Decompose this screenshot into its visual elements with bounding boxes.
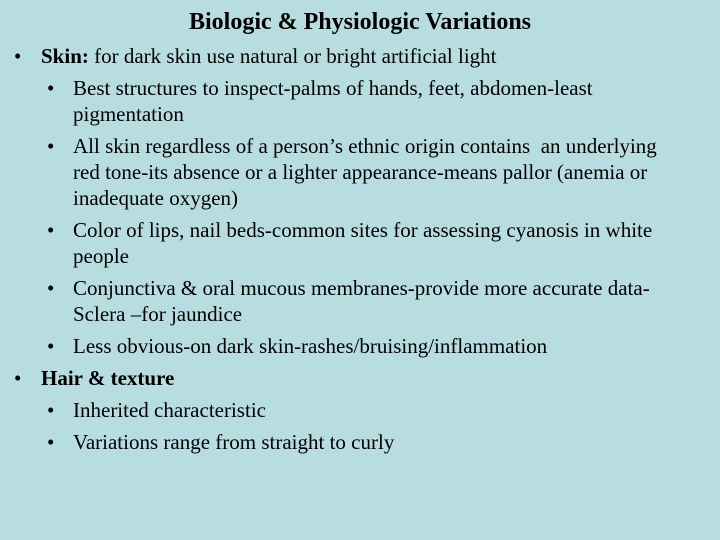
sub-bullet-text: Best structures to inspect-palms of hands, feet, abdomen-least pigmentation: [73, 76, 593, 126]
bullet-dot: •: [47, 398, 55, 422]
bullet-dot: •: [14, 44, 22, 68]
sub-bullet-text: Color of lips, nail beds-common sites for assessing cyanosis in white people: [73, 218, 653, 268]
bullet-skin-text: for dark skin use natural or bright artificial light: [88, 44, 497, 68]
sub-bullet-text: All skin regardless of a person’s ethnic origin contains an underlying red tone-its absence or a lighter appearance-means pallor (anemia or inadequate oxygen): [73, 134, 663, 210]
bullet-hair-heading: Hair & texture: [41, 366, 175, 390]
slide-content: [0, 43, 720, 461]
sub-bullet-text: Variations range from straight to curly: [73, 430, 395, 454]
sub-bullet-text: Conjunctiva & oral mucous membranes-provide more accurate data-Sclera –for jaundice: [73, 276, 650, 326]
sub-bullet: [0, 217, 720, 269]
bullet-dot: •: [47, 134, 55, 158]
bullet-dot: •: [14, 366, 22, 390]
sub-bullet: [0, 133, 720, 211]
slide-title: Biologic & Physiologic Variations: [188, 9, 532, 35]
bullet-hair: [0, 365, 720, 391]
bullet-dot: •: [47, 334, 55, 358]
bullet-dot: •: [47, 430, 55, 454]
sub-bullet: [0, 75, 720, 127]
bullet-dot: •: [47, 276, 55, 300]
sub-bullet: [0, 333, 720, 359]
bullet-dot: •: [47, 218, 55, 242]
sub-bullet: [0, 275, 720, 327]
bullet-skin: [0, 43, 720, 69]
bullet-dot: •: [47, 76, 55, 100]
sub-bullet: [0, 397, 720, 423]
sub-bullet-text: Inherited characteristic: [73, 398, 266, 422]
sub-bullet: [0, 429, 720, 455]
sub-bullet-text: Less obvious-on dark skin-rashes/bruising/inflammation: [73, 334, 548, 358]
bullet-skin-heading: Skin:: [41, 44, 89, 68]
